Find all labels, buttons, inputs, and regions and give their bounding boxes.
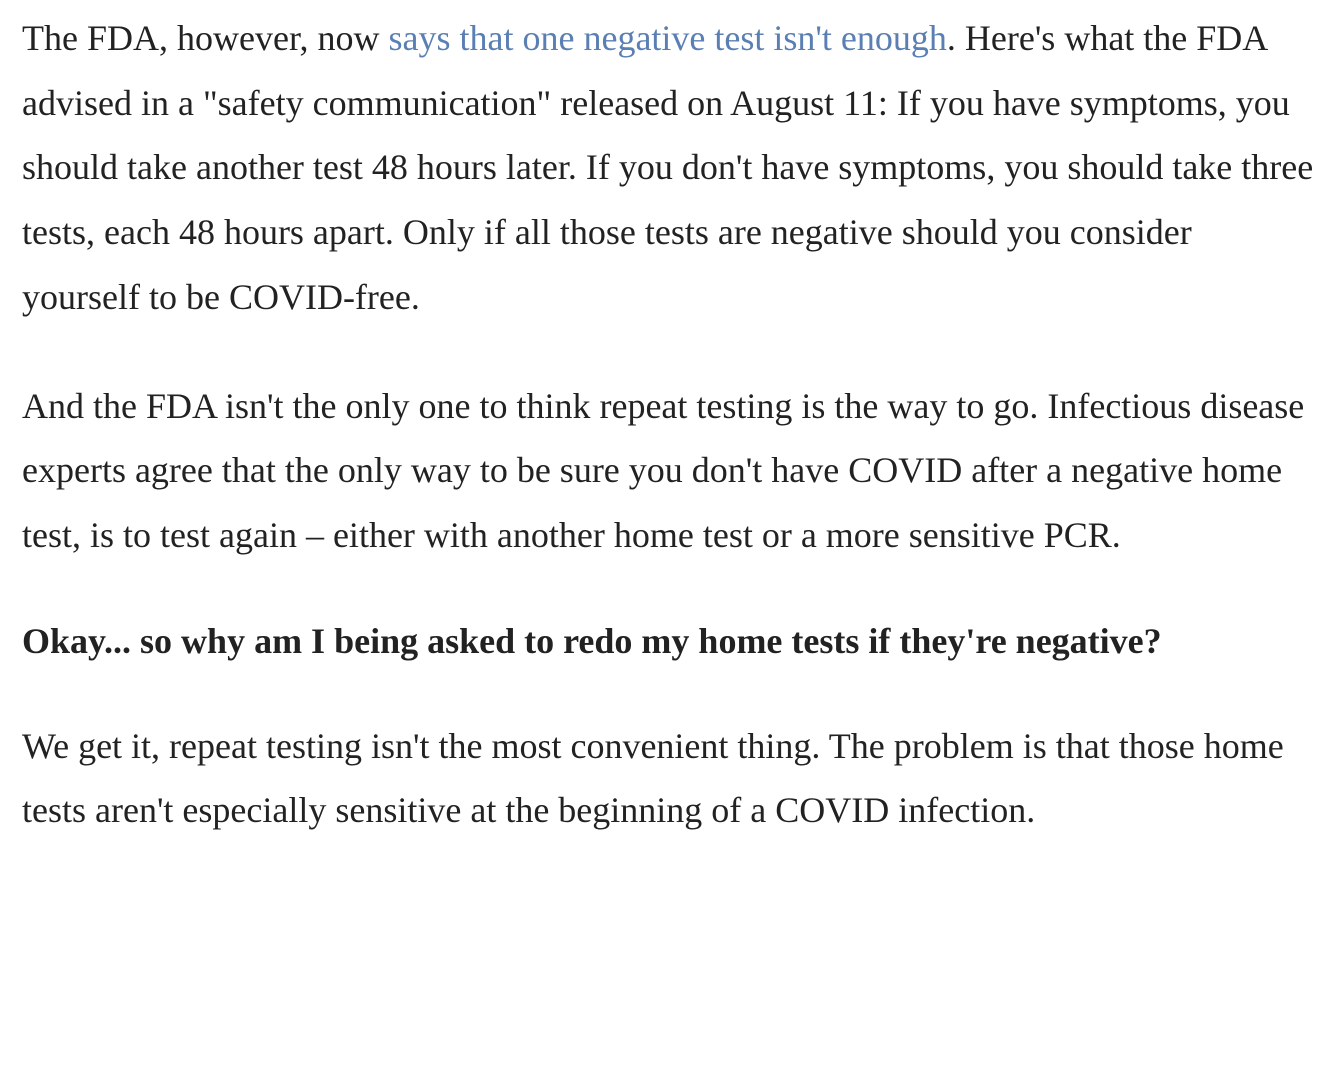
paragraph-repeat-testing: And the FDA isn't the only one to think repeat testing is the way to go. Infectious disease experts agree that the only way to be sure you don't have COVID after a negative home test, is to test again – either with another home test or a more sensitive PCR. bbox=[22, 385, 1305, 555]
paragraph-fda-advice-lead: The FDA, however, now bbox=[22, 18, 389, 58]
paragraph-fda-advice bbox=[22, 6, 1314, 330]
fda-safety-communication-link[interactable]: says that one negative test isn't enough bbox=[388, 18, 947, 58]
paragraph-fda-advice-rest: . Here's what the FDA advised in a "safety communication" released on August 11: If you have symptoms, you should take another test 48 hours later. If you don't have symptoms, you should take three tests, each 48 hours apart. Only if all those tests are negative should you consider yourself to be COVID-free. bbox=[22, 18, 1314, 317]
paragraph-sensitivity: We get it, repeat testing isn't the most convenient thing. The problem is that those home tests aren't especially sensitive at the beginning of a COVID infection. bbox=[22, 725, 1284, 831]
section-heading: Okay... so why am I being asked to redo my home tests if they're negative? bbox=[22, 620, 1162, 661]
